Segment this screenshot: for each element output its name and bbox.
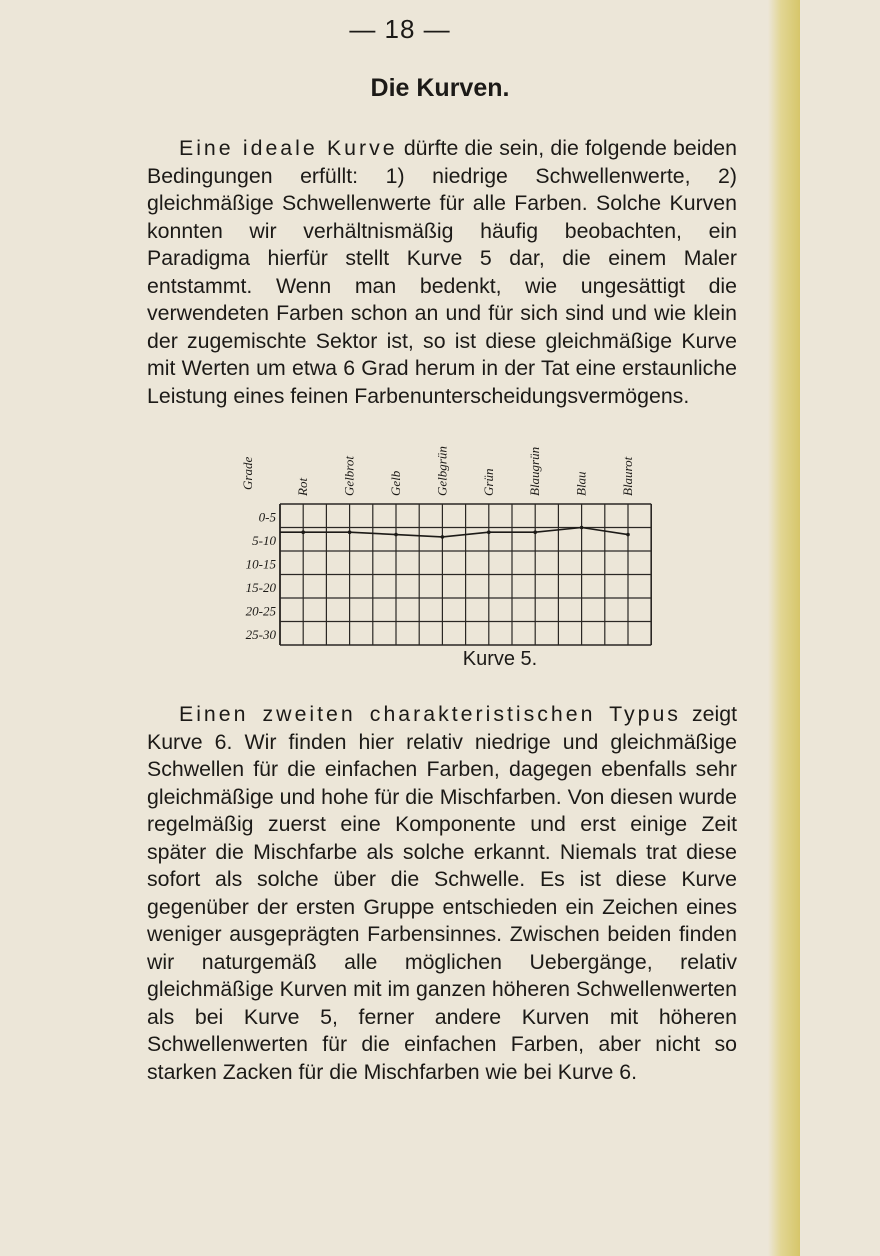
curve-point	[580, 526, 584, 530]
column-label: Gelbrot	[341, 456, 357, 496]
section-heading: Die Kurven.	[370, 74, 510, 102]
row-label: 25-30	[245, 627, 276, 642]
paragraph-lead: Einen zweiten charakteristischen Typus	[179, 702, 681, 727]
curve-point	[301, 530, 305, 534]
curve-point	[394, 533, 398, 537]
column-label: Gelb	[388, 470, 403, 496]
row-label: 15-20	[245, 580, 276, 595]
curve-point	[487, 530, 491, 534]
column-label: Gelbgrün	[434, 446, 450, 496]
row-label: 20-25	[245, 603, 276, 619]
column-label: Blau	[573, 471, 589, 496]
column-label: Blaugrün	[527, 446, 543, 496]
curve-chart	[240, 384, 670, 651]
curve-point	[626, 533, 630, 537]
chart-caption: Kurve 5.	[462, 648, 538, 670]
page-number: — 18 —	[349, 14, 451, 44]
paragraph-lead: Eine ideale Kurve	[179, 136, 398, 161]
column-label: Rot	[295, 477, 311, 496]
column-label: Grün	[480, 468, 496, 496]
paragraph-ideal-curve	[147, 135, 737, 410]
y-axis-title: Grade	[240, 456, 255, 490]
paragraph-text: zeigt Kurve 6. Wir finden hier relativ niedrige und gleichmäßige Schwellen für die einfachen Farben, dagegen ebenfalls sehr gleichmäßige und hohe für die Mischfarben. Von diesen wurde regelmäßig zuerst eine Komponente und erst einige Zeit später die Mischfarbe als solche erkannt. Niemals trat diese sofort als solche über die Schwelle. Es ist diese Kurve gegenüber der ersten Gruppe entschieden ein Zeichen eines weniger ausgeprägten Farbensinnes. Zwischen beiden finden wir naturgemäß alle möglichen Uebergänge, relativ gleichmäßige Kurven mit im ganzen höheren Schwellenwerten als bei Kurve 5, ferner andere Kurven mit höheren Schwellenwerten für die einfachen Farben, aber nicht so starken Zacken für die Mischfarben wie bei Kurve 6.	[147, 702, 738, 1084]
paragraph-text: dürfte die sein, die folgende beiden Bedingungen erfüllt: 1) niedrige Schwellenwerte, 2) gleichmäßige Schwellenwerte für alle Farben. Solche Kurven konnten wir verhältnismäßig häufig beobachten, ein Paradigma hierfür stellt Kurve 5 dar, die einem Maler entstammt. Wenn man bedenkt, wie ungesättigt die verwendeten Farben schon an und für sich sind und wie klein der zugemischte Sektor ist, so ist diese gleichmäßige Kurve mit Werten um etwa 6 Grad herum in der Tat eine erstaunliche Leistung eines feinen Farbenunterscheidungsvermögens.	[147, 136, 737, 408]
curve-point	[441, 535, 445, 539]
page-spine-edge	[768, 0, 800, 1256]
column-label: Blaurot	[620, 456, 635, 496]
paragraph-second-type	[147, 701, 737, 1086]
row-label: 10-15	[245, 556, 276, 572]
curve-line	[280, 528, 628, 537]
curve-chart-svg	[240, 384, 670, 646]
curve-point	[348, 530, 352, 534]
curve-point	[533, 530, 537, 534]
row-label: 0-5	[258, 509, 276, 525]
row-label: 5-10	[252, 533, 276, 548]
